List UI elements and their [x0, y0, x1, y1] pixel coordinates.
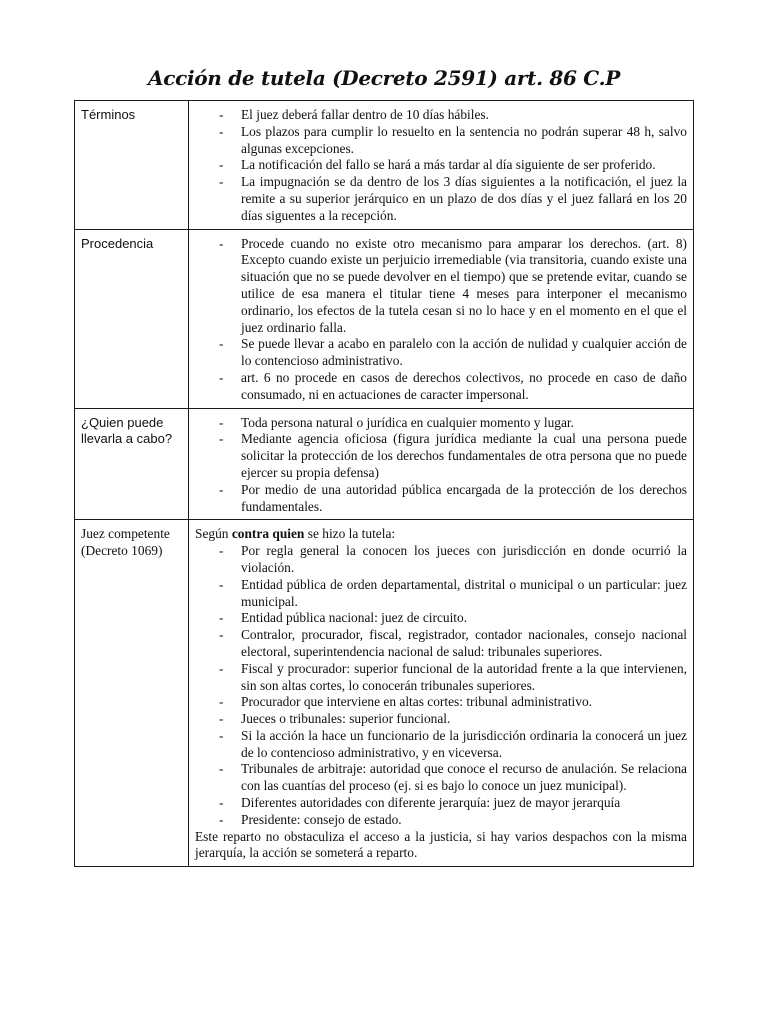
- row-content: [189, 408, 694, 520]
- list-item: - Mediante agencia oficiosa (figura jurídica mediante la cual una persona puede solicitar la protección de los derechos fundamentales de otra persona que no puede ejercer su propia defensa): [195, 431, 687, 481]
- intro-bold: contra quien: [231, 526, 305, 542]
- item-list: [195, 415, 687, 516]
- list-item: - Por medio de una autoridad pública encargada de la protección de los derechos fundamentales.: [195, 482, 687, 516]
- list-item: - Se puede llevar a acabo en paralelo con la acción de nulidad y cualquier acción de lo contencioso administrativo.: [195, 336, 687, 370]
- list-item: - Entidad pública nacional: juez de circuito.: [195, 610, 687, 627]
- table-row-juez: [75, 520, 694, 867]
- list-item: - Si la acción la hace un funcionario de la jurisdicción ordinaria la conocerá un juez de lo contencioso administrativo, y en viceversa.: [195, 728, 687, 762]
- list-item: - Presidente: consejo de estado.: [195, 812, 687, 829]
- tutela-table: [74, 100, 694, 867]
- intro-after: se hizo la tutela:: [307, 526, 396, 542]
- row-label: Procedencia: [75, 229, 189, 408]
- list-item: - La impugnación se da dentro de los 3 días siguientes a la notificación, el juez la remite a su superior jerárquico en un plazo de dos días y el juez fallará en los 20 días siguentes a la recepción.: [195, 174, 687, 224]
- intro-before: Según: [195, 526, 229, 542]
- list-item: - Jueces o tribunales: superior funcional.: [195, 711, 687, 728]
- row-content: [189, 229, 694, 408]
- row-label: Juez competente (Decreto 1069): [75, 520, 189, 867]
- list-item: - Diferentes autoridades con diferente jerarquía: juez de mayor jerarquía: [195, 795, 687, 812]
- row-content: [189, 101, 694, 230]
- list-item: - Procurador que interviene en altas cortes: tribunal administrativo.: [195, 694, 687, 711]
- table-row-procedencia: [75, 229, 694, 408]
- item-list: [195, 236, 687, 404]
- row-label: ¿Quien puede llevarla a cabo?: [75, 408, 189, 520]
- row-label: Términos: [75, 101, 189, 230]
- list-item: - El juez deberá fallar dentro de 10 días hábiles.: [195, 107, 687, 124]
- list-item: - art. 6 no procede en casos de derechos colectivos, no procede en caso de daño consumado, ni en actuaciones de caracter impersonal.: [195, 370, 687, 404]
- table-row-terminos: [75, 101, 694, 230]
- table-row-quien: [75, 408, 694, 520]
- list-item: - Tribunales de arbitraje: autoridad que conoce el recurso de anulación. Se relaciona con las cuantías del proceso (ej. si es bajo lo conoce un juez municipal).: [195, 761, 687, 795]
- list-item: - Toda persona natural o jurídica en cualquier momento y lugar.: [195, 415, 687, 432]
- item-list: [195, 107, 687, 225]
- list-item: - Los plazos para cumplir lo resuelto en la sentencia no podrán superar 48 h, salvo algunas excepciones.: [195, 124, 687, 158]
- list-item: - Contralor, procurador, fiscal, registrador, contador nacionales, consejo nacional electoral, superintendencia nacional de salud: tribunales superiores.: [195, 627, 687, 661]
- outro-text: Este reparto no obstaculiza el acceso a la justicia, si hay varios despachos con la misma jerarquía, la acción se someterá a reparto.: [195, 828, 687, 861]
- list-item: - Fiscal y procurador: superior funcional de la autoridad frente a la que intervienen, sin son altas cortes, lo conocerán tribunales superiores.: [195, 661, 687, 695]
- row-content: [189, 520, 694, 867]
- list-item: - La notificación del fallo se hará a más tardar al día siguiente de ser proferido.: [195, 157, 687, 174]
- list-item: - Por regla general la conocen los jueces con jurisdicción en donde ocurrió la violación.: [195, 543, 687, 577]
- item-list: [195, 543, 687, 829]
- document-title: Acción de tutela (Decreto 2591) art. 86 C.P: [148, 66, 620, 90]
- list-item: - Procede cuando no existe otro mecanismo para amparar los derechos. (art. 8) Excepto cuando existe un perjuicio irremediable (via transitoria, cuando existe una situación que no se puede devolver en el tiempo) que se pretende evitar, cuando se utilice de esa manera el titular tiene 4 meses para interponer el mecanismo ordinario, los efectos de la tutela cesan si no lo hace y en el momento en el que el juez ordinario falla.: [195, 236, 687, 337]
- list-item: - Entidad pública de orden departamental, distrital o municipal o un particular: juez municipal.: [195, 577, 687, 611]
- intro-text: [195, 526, 687, 543]
